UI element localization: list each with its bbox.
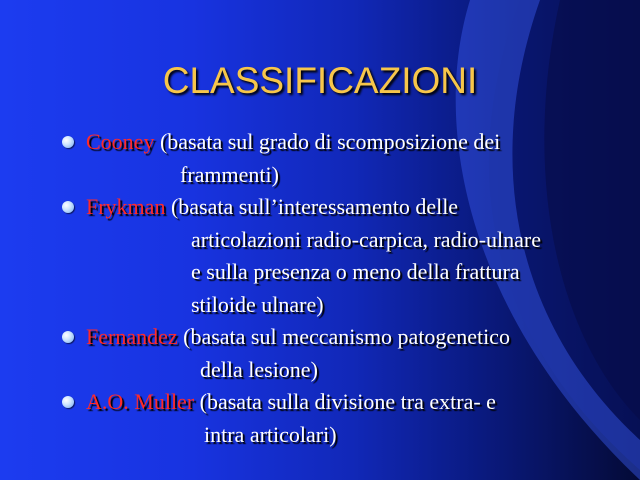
classification-description: (basata sul grado di scomposizione dei xyxy=(159,129,501,154)
classification-name: A.O. Muller xyxy=(86,389,195,414)
list-item xyxy=(62,321,632,386)
classification-description: frammenti) xyxy=(180,161,279,187)
bullet-icon xyxy=(62,136,74,148)
bullet-list xyxy=(62,126,632,451)
classification-description: della lesione) xyxy=(200,356,318,382)
list-item xyxy=(62,126,632,191)
list-item xyxy=(62,386,632,451)
classification-name: Frykman xyxy=(86,194,166,219)
classification-description: (basata sull’interessamento delle xyxy=(170,194,459,219)
classification-description: (basata sulla divisione tra extra- e xyxy=(199,389,496,414)
slide-title: CLASSIFICAZIONI xyxy=(162,60,478,101)
bullet-icon xyxy=(62,331,74,343)
bullet-icon xyxy=(62,396,74,408)
classification-description: intra articolari) xyxy=(204,421,337,447)
bullet-icon xyxy=(62,201,74,213)
classification-name: Fernandez xyxy=(86,324,178,349)
classification-description: (basata sul meccanismo patogenetico xyxy=(183,324,510,349)
list-item xyxy=(62,191,632,321)
classification-description: e sulla presenza o meno della frattura xyxy=(191,259,520,284)
classification-name: Cooney xyxy=(86,129,155,154)
classification-description: stiloide ulnare) xyxy=(191,291,324,317)
classification-description: articolazioni radio-carpica, radio-ulnare xyxy=(191,226,541,252)
